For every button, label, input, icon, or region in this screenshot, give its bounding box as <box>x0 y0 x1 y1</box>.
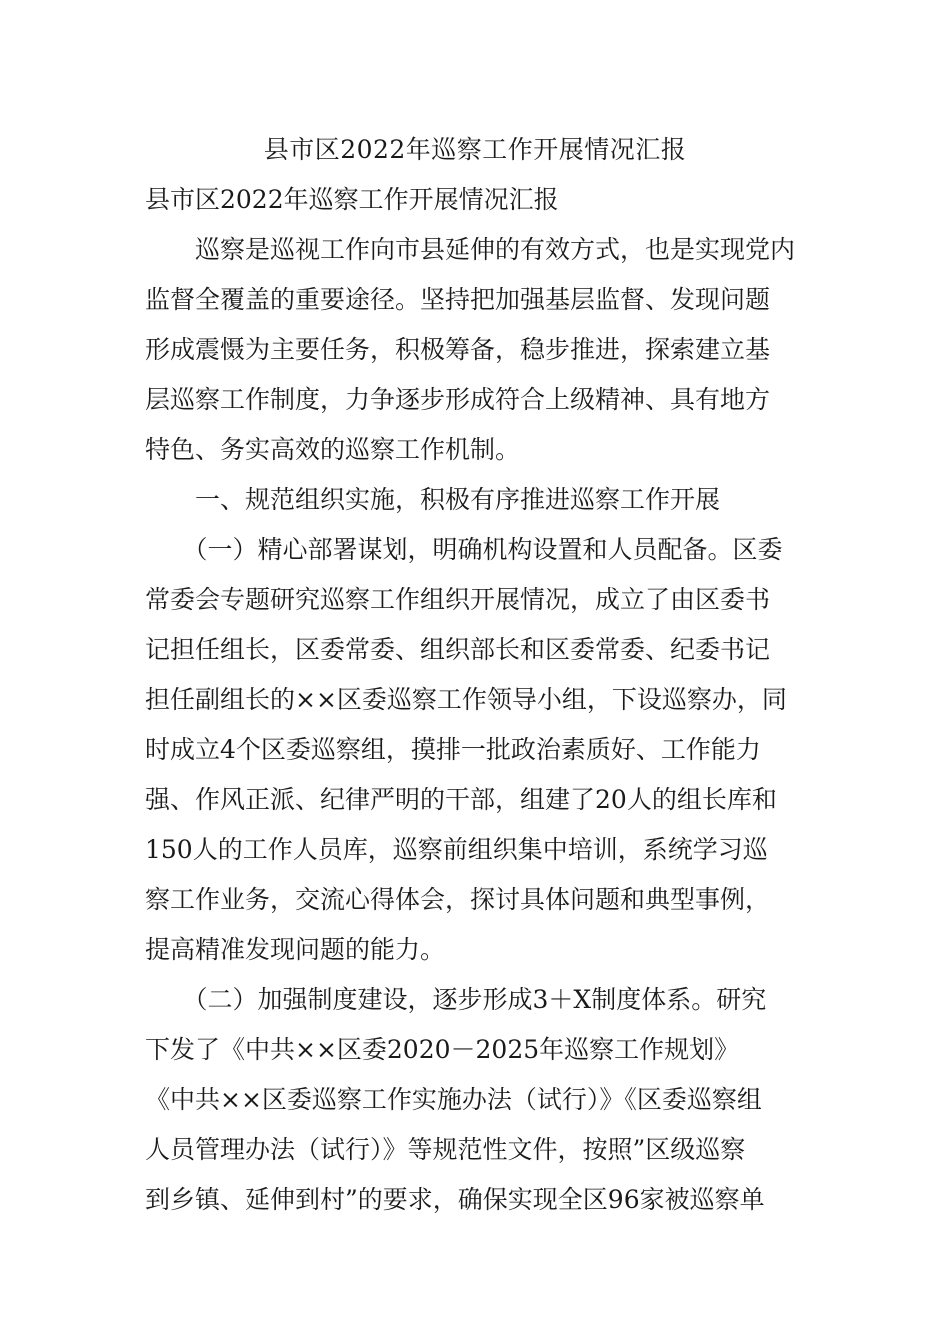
text-line: 监督全覆盖的重要途径。坚持把加强基层监督、发现问题 <box>145 285 771 314</box>
text-line: 形成震慑为主要任务，积极筹备，稳步推进，探索建立基 <box>145 335 771 364</box>
text-line: 提高精准发现问题的能力。 <box>145 935 446 964</box>
text-line: 特色、务实高效的巡察工作机制。 <box>145 435 521 464</box>
text-line: （二）加强制度建设，逐步形成3＋X制度体系。研究 <box>145 985 767 1014</box>
text-line: 巡察是巡视工作向市县延伸的有效方式，也是实现党内 <box>145 235 796 264</box>
text-line: 150人的工作人员库，巡察前组织集中培训，系统学习巡 <box>145 835 768 864</box>
text-line: 担任副组长的××区委巡察工作领导小组，下设巡察办，同 <box>145 685 787 714</box>
text-line: 到乡镇、延伸到村”的要求，确保实现全区96家被巡察单 <box>145 1185 765 1214</box>
text-line: 人员管理办法（试行）》等规范性文件，按照”区级巡察 <box>145 1135 746 1164</box>
text-line: 察工作业务，交流心得体会，探讨具体问题和典型事例， <box>145 885 771 914</box>
text-line: 时成立4个区委巡察组，摸排一批政治素质好、工作能力 <box>145 735 761 764</box>
text-line: 记担任组长，区委常委、组织部长和区委常委、纪委书记 <box>145 635 771 664</box>
text-line: 层巡察工作制度，力争逐步形成符合上级精神、具有地方 <box>145 385 771 414</box>
text-line: 《中共××区委巡察工作实施办法（试行）》《区委巡察组 <box>145 1085 762 1114</box>
text-line: 强、作风正派、纪律严明的干部，组建了20人的组长库和 <box>145 785 777 814</box>
text-line: 县市区2022年巡察工作开展情况汇报 <box>145 185 559 214</box>
text-line: （一）精心部署谋划，明确机构设置和人员配备。区委 <box>145 535 783 564</box>
document-title: 县市区2022年巡察工作开展情况汇报 <box>263 135 687 164</box>
text-line: 常委会专题研究巡察工作组织开展情况，成立了由区委书 <box>145 585 771 614</box>
section-heading: 一、规范组织实施，积极有序推进巡察工作开展 <box>145 485 721 514</box>
text-line: 下发了《中共××区委2020－2025年巡察工作规划》 <box>145 1035 740 1064</box>
